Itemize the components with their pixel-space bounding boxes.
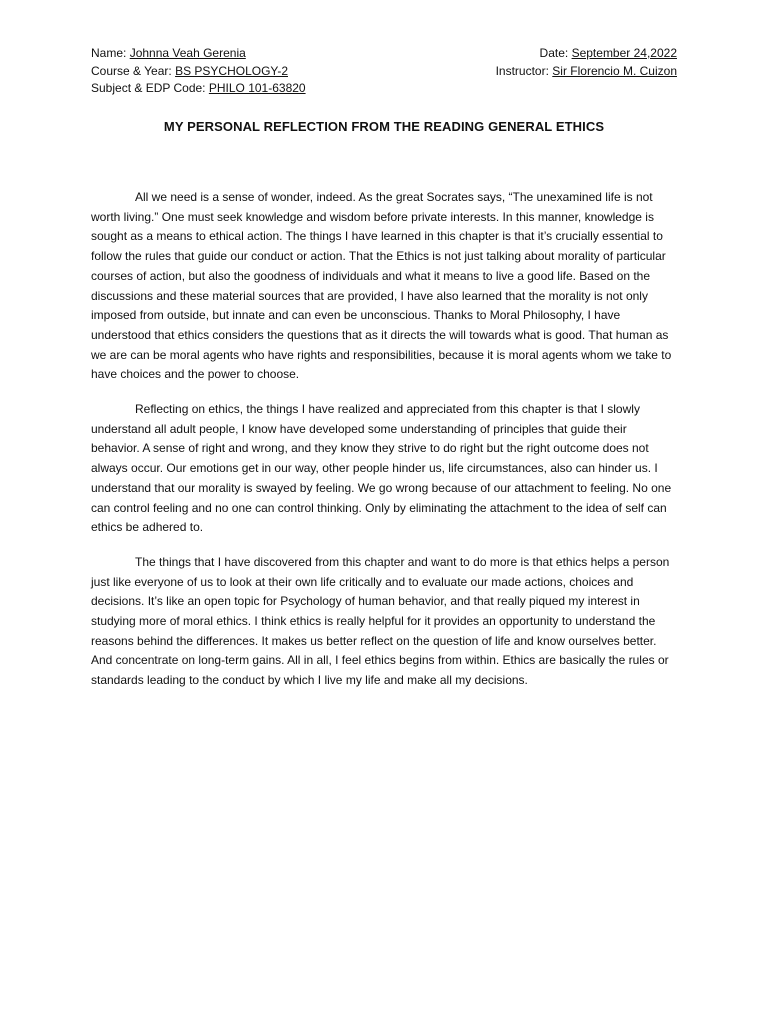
course-label: Course & Year: [91,63,172,78]
course-value: BS PSYCHOLOGY-2 [175,63,288,78]
paragraph-2: Reflecting on ethics, the things I have realized and appreciated from this chapter is that I slowly understand all adult people, I know have developed some understanding of principles that guide their behavior. A sense of right and wrong, and they know they strive to do right but the right outcome does not always occur. Our emotions get in our way, other people hinder us, life circumstances, also can hinder us. I understand that our morality is swayed by feeling. We go wrong because of our attachment to feeling. No one can control feeling and no one can control thinking. Only by eliminating the attachment to the idea of self can ethics be adhered to. [91,402,672,535]
instructor-value: Sir Florencio M. Cuizon [552,63,677,78]
instructor-field [479,63,677,81]
header-row-3 [91,80,677,98]
course-field [91,63,288,81]
document-body [91,188,675,706]
document-header [91,45,677,98]
date-value: September 24,2022 [571,46,677,60]
name-field [91,45,246,63]
name-value: Johnna Veah Gerenia [129,46,246,60]
subject-value: PHILO 101-63820 [208,81,306,95]
name-label: Name: [91,46,127,60]
paragraph-3: The things that I have discovered from this chapter and want to do more is that ethics helps a person just like everyone of us to look at their own life critically and to evaluate our made actions, choices and decisions. It’s like an open topic for Psychology of human behavior, and that really piqued my interest in studying more of moral ethics. I think ethics is really helpful for it provides an opportunity to understand the reasons behind the differences. It makes us better reflect on the question of life and know ourselves better. And concentrate on long-term gains. All in all, I feel ethics begins from within. Ethics are basically the rules or standards leading to the conduct by which I live my life and make all my decisions. [91,554,670,688]
subject-label: Subject & EDP Code: [91,81,206,95]
document-title: MY PERSONAL REFLECTION FROM THE READING GENERAL ETHICS [163,119,605,134]
header-row-2 [91,63,677,81]
date-label: Date: [539,46,569,60]
subject-field [91,80,306,98]
paragraph-1: All we need is a sense of wonder, indeed. As the great Socrates says, “The unexamined life is not worth living.” One must seek knowledge and wisdom before private interests. In this manner, knowledge is sought as a means to ethical action. The things I have learned in this chapter is that it’s crucially essential to follow the rules that guide our conduct or action. That the Ethics is not just talking about morality of particular courses of action, but also the goodness of individuals and what it means to live a good life. Based on the discussions and these material sources that are provided, I have also learned that the morality is not only imposed from outside, but innate and can even be unconscious. Thanks to Moral Philosophy, I have understood that ethics considers the questions that as it directs the will towards what is good. That human as we are can be moral agents who have rights and responsibilities, because it is moral agents whom we take to have choices and the power to choose. [91,190,672,382]
date-field [479,45,677,63]
instructor-label: Instructor: [495,63,549,78]
header-row-1 [91,45,677,63]
